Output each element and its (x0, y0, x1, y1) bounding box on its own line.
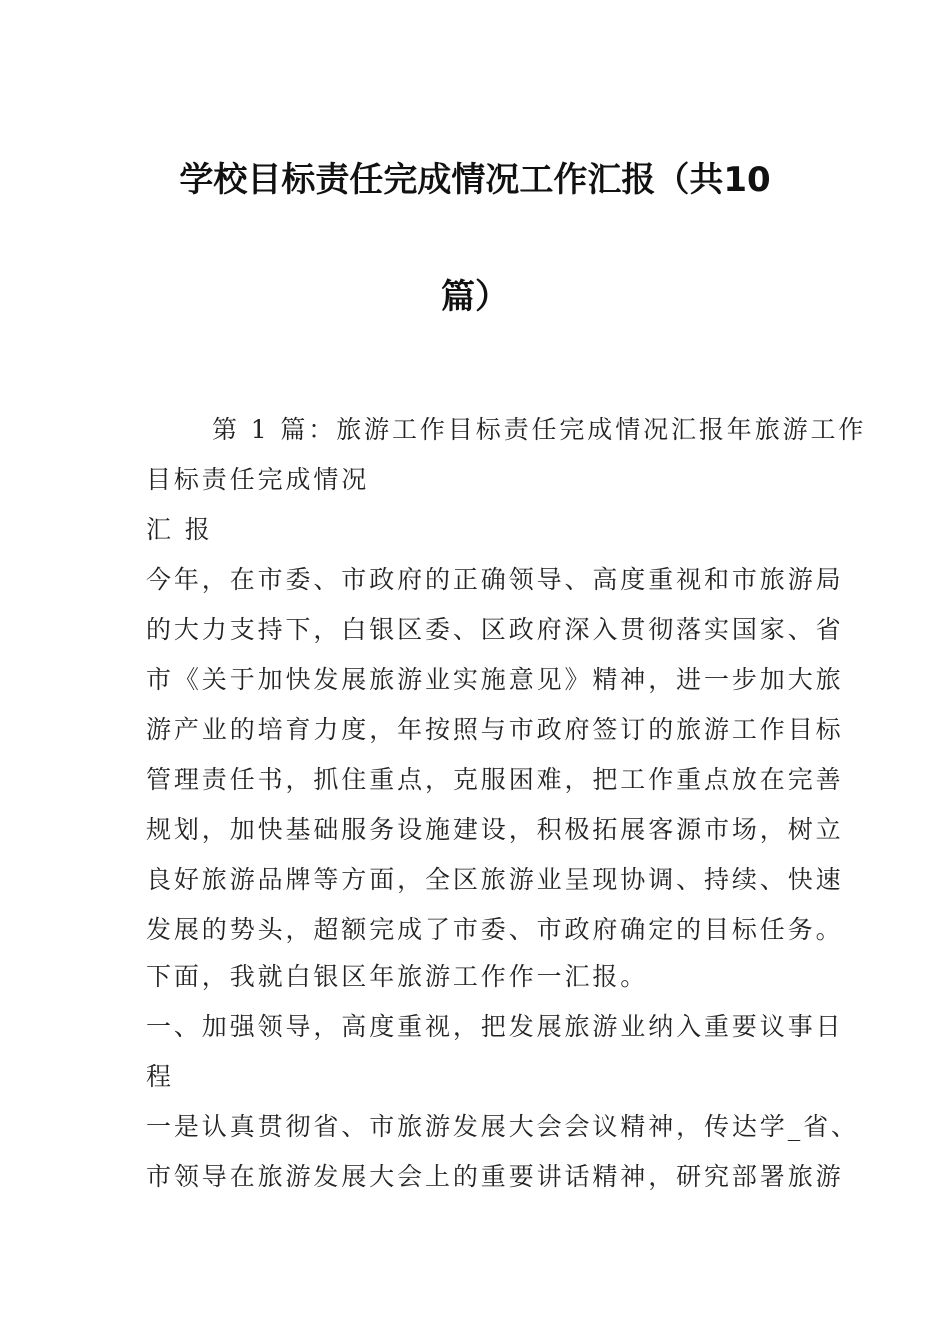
document-title-line-1: 学校目标责任完成情况工作汇报（共10 (179, 160, 771, 200)
paragraph-line: 良好旅游品牌等方面，全区旅游业呈现协调、持续、快速 (146, 865, 844, 894)
section-heading: 程 (146, 1062, 174, 1091)
paragraph-line: 下面，我就白银区年旅游工作作一汇报。 (146, 962, 649, 991)
paragraph-line: 第 1 篇：旅游工作目标责任完成情况汇报年旅游工作 (212, 415, 867, 444)
paragraph-line: 市《关于加快发展旅游业实施意见》精神，进一步加大旅 (146, 665, 844, 694)
paragraph-line: 游产业的培育力度，年按照与市政府签订的旅游工作目标 (146, 715, 844, 744)
section-heading: 一、加强领导，高度重视，把发展旅游业纳入重要议事日 (146, 1012, 844, 1041)
paragraph-line: 一是认真贯彻省、市旅游发展大会会议精神，传达学_省、 (146, 1112, 859, 1141)
document-title-line-2: 篇） (441, 277, 509, 317)
paragraph-line: 的大力支持下，白银区委、区政府深入贯彻落实国家、省 (146, 615, 844, 644)
paragraph-line: 今年，在市委、市政府的正确领导、高度重视和市旅游局 (146, 565, 844, 594)
paragraph-line: 发展的势头，超额完成了市委、市政府确定的目标任务。 (146, 915, 844, 944)
section-heading: 汇 报 (146, 515, 213, 544)
paragraph-line: 目标责任完成情况 (146, 465, 370, 494)
paragraph-line: 规划，加快基础服务设施建设，积极拓展客源市场，树立 (146, 815, 844, 844)
paragraph-line: 市领导在旅游发展大会上的重要讲话精神，研究部署旅游 (146, 1162, 844, 1191)
paragraph-line: 管理责任书，抓住重点，克服困难，把工作重点放在完善 (146, 765, 844, 794)
